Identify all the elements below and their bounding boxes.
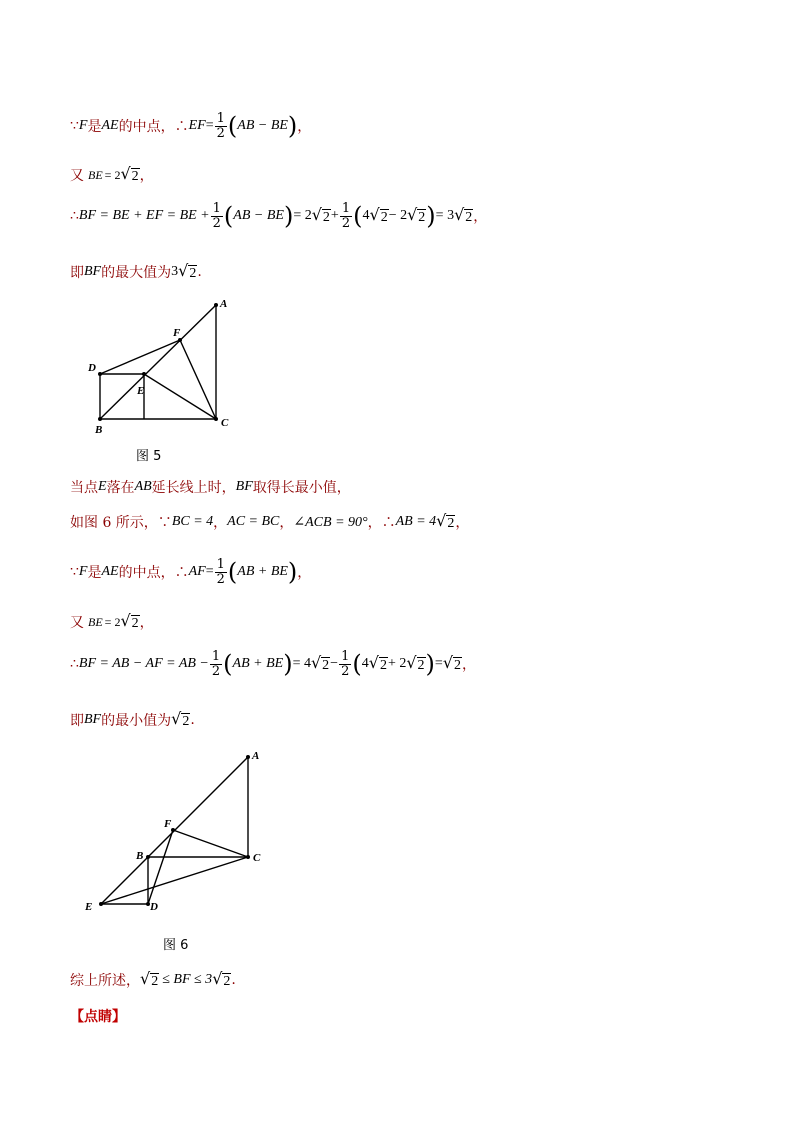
text: 又 [70,615,84,631]
sqrt: √ 2 [436,510,455,531]
math-var: AB [134,479,152,494]
point-A [214,303,218,307]
fraction-half: $\frac{1}{2}$ [341,649,350,679]
sqrt: √ 2 [368,652,387,673]
sqrt: √ 2 [212,968,231,989]
label-B: B [136,850,144,862]
math-expr: + 2 [387,656,407,672]
math-expr: AB − BE [237,118,288,134]
solution-line-10 [70,710,195,730]
figure-6-diagram [80,745,270,920]
math-var: F [78,118,88,134]
sqrt: √ 2 [454,204,473,225]
sqrt: √ 2 [310,652,330,673]
period: . [197,264,202,280]
math-expr: = 2 [104,614,121,629]
sqrt: √ 2 [120,610,139,631]
comma: ， [213,515,228,531]
text: 的最大值为 [101,265,172,281]
text: 延长线上时， [151,480,236,496]
point-B [146,855,150,859]
solution-line-8 [70,612,154,632]
math-expr: 4 [361,656,369,672]
comma: ， [297,565,312,582]
label-D: D [150,901,158,913]
math-expr: 3 [171,264,179,279]
comma: ， [139,615,154,631]
label-B: B [95,424,103,435]
point-F [171,828,175,832]
text: 综上所述， [70,973,140,989]
math-var: BF [235,479,253,494]
label-F: F [173,327,181,339]
equals: = [205,564,214,580]
comma: ， [279,515,294,531]
label-E: E [137,385,145,397]
point-E [99,902,103,906]
sqrt: √ 2 [407,204,426,225]
comma: ， [297,119,312,136]
label-C: C [253,852,261,864]
sqrt: √ 2 [311,204,330,225]
text: 是 [87,119,102,136]
math-expr: = 4 [292,656,311,672]
math-expr: = 2 [104,167,121,182]
fraction-half: $\frac{1}{2}$ [216,111,225,141]
comma: ， [462,657,477,674]
period: . [190,712,195,728]
label-A: A [252,750,260,762]
math-expr: 4 [362,208,370,224]
fraction-half: $\frac{1}{2}$ [211,649,221,679]
figure-5-diagram [80,295,240,435]
fraction-half: $\frac{1}{2}$ [216,557,225,587]
solution-line-2 [70,165,154,185]
therefore-symbol: ∴ [70,208,79,225]
text: 又 [70,168,84,184]
text: 即 [70,265,84,281]
math-expr: AB − BE [233,208,284,224]
because-symbol: ∵ [70,564,79,581]
comma: ， [473,209,488,226]
text: 的中点，∴ [118,565,189,582]
period: . [231,972,236,988]
sqrt: √ 2 [178,260,197,281]
sqrt: √ 2 [171,708,190,729]
segment-DF [148,830,173,904]
solution-line-1: ∵ F 是 AE 的中点，∴ EF = $\frac{1}{2}$ ( AB − BE ) ， [70,111,312,141]
comma: ， [139,168,154,184]
text: 是 [87,565,102,582]
solution-line-11 [70,970,236,990]
equals: = [205,118,214,134]
point-C [214,417,218,421]
sqrt: √ 2 [120,163,139,184]
solution-line-4 [70,262,202,282]
math-var: AE [101,564,119,580]
segment-FC [173,830,248,857]
solution-line-5 [70,477,351,497]
segment-EC [101,857,248,904]
text: 即 [70,713,84,729]
math-expr: = 2 [293,208,312,224]
text: 的最小值为 [101,713,172,729]
segment-BA [100,305,216,419]
because-symbol: ∵ [70,118,79,135]
text: 当点 [70,480,98,496]
solution-line-7: ∵ F 是 AE 的中点，∴ AF = $\frac{1}{2}$ ( AB + BE ) ， [70,557,312,587]
label-F: F [164,818,172,830]
sqrt: √ 2 [406,652,425,673]
point-E [142,372,146,376]
figure-5-caption: 图 5 [136,449,162,464]
comma: ， [455,515,470,531]
point-A [246,755,250,759]
point-C [246,855,250,859]
equals: = [434,656,443,672]
math-expr: AB + BE [237,564,288,580]
math-var: E [98,479,107,494]
label-E: E [85,901,93,913]
math-expr: ∠ACB = 90° [293,514,368,530]
math-var: BE [88,167,103,182]
math-var: F [78,564,88,580]
math-var: BF [84,264,102,279]
text: 的中点，∴ [118,119,189,136]
math-expr: AC = BC [227,514,280,529]
text: 如图 6 所示，∵ [70,515,172,531]
label-A: A [220,298,228,310]
math-expr: ≤ BF ≤ 3 [162,972,213,987]
minus: − [330,656,339,672]
solution-line-9: ∴ BF = AB − AF = AB − $\frac{1}{2}$ ( AB + BE ) = 4 √ 2 − $\frac{1}{2}$ ( 4 √ 2 + 2 √ 2 ) = √ 2 ， [70,649,477,679]
solution-line-12 [70,1006,126,1026]
solution-line-6 [70,512,469,532]
key-point-heading: 【点睛】 [70,1009,126,1025]
sqrt: √ 2 [369,204,388,225]
math-expr: BF = AB − AF = AB − [78,656,209,672]
math-expr: BF = BE + EF = BE + [78,208,210,224]
label-C: C [221,417,229,429]
plus: + [330,208,339,224]
segment-DF [100,340,180,374]
label-D: D [88,362,96,374]
math-expr: AB + BE [232,656,284,672]
math-var: BE [88,614,103,629]
math-expr: AB = 4 [395,514,437,529]
math-expr: = 3 [435,208,455,224]
text: 取得长最小值， [252,480,351,496]
math-expr: − 2 [388,208,408,224]
math-var: AE [101,118,119,134]
solution-line-3: ∴ BF = BE + EF = BE + $\frac{1}{2}$ ( AB − BE ) = 2 √ 2 + $\frac{1}{2}$ ( 4 √ 2 − 2 √ 2 ) = 3 √ 2 ， [70,201,488,231]
sqrt: √ 2 [140,968,159,989]
point-B [98,417,102,421]
text: 落在 [106,480,135,496]
math-var: EF [188,118,206,134]
text: ，∴ [367,515,396,531]
figure-6-caption: 图 6 [163,938,189,953]
point-D [98,372,102,376]
sqrt: √ 2 [442,652,462,673]
math-var: BF [84,712,102,727]
therefore-symbol: ∴ [70,656,79,673]
math-var: AF [188,564,206,580]
fraction-half: $\frac{1}{2}$ [341,201,351,231]
fraction-half: $\frac{1}{2}$ [212,201,221,231]
math-expr: BC = 4 [171,514,214,529]
